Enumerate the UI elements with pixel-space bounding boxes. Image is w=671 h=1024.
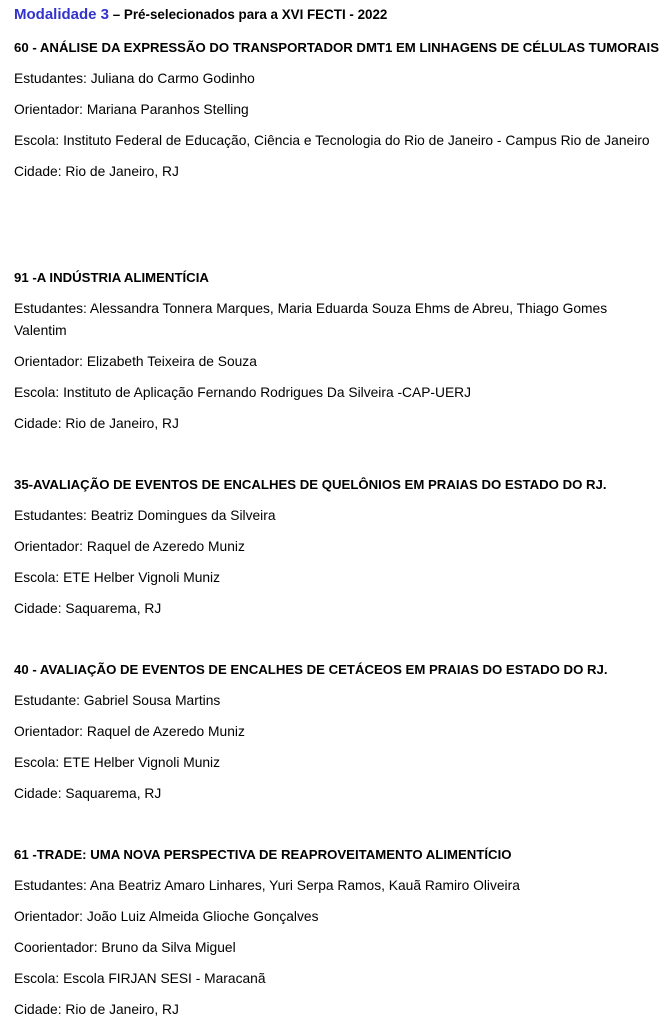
- project-city: Cidade: Rio de Janeiro, RJ: [14, 416, 179, 431]
- project-title: 40 - AVALIAÇÃO DE EVENTOS DE ENCALHES DE CETÁCEOS EM PRAIAS DO ESTADO DO RJ.: [14, 662, 608, 677]
- project-students: Estudantes: Alessandra Tonnera Marques, Maria Eduarda Souza Ehms de Abreu, Thiago Gomes Valentim: [14, 301, 608, 338]
- project-advisor: Orientador: Elizabeth Teixeira de Souza: [14, 354, 257, 369]
- project-city: Cidade: Rio de Janeiro, RJ: [14, 1002, 179, 1017]
- project-school: Escola: Escola FIRJAN SESI - Maracanã: [14, 971, 266, 986]
- project-title: 60 - ANÁLISE DA EXPRESSÃO DO TRANSPORTADOR DMT1 EM LINHAGENS DE CÉLULAS TUMORAIS: [14, 40, 660, 55]
- project-coadvisor: Coorientador: Bruno da Silva Miguel: [14, 940, 236, 955]
- heading-subtitle: – Pré-selecionados para a XVI FECTI - 2022: [109, 7, 388, 22]
- project-entry-35: [14, 474, 659, 620]
- project-advisor: Orientador: João Luiz Almeida Glioche Gonçalves: [14, 909, 319, 924]
- project-school: Escola: ETE Helber Vignoli Muniz: [14, 570, 221, 585]
- project-entry-61: [14, 844, 659, 1021]
- project-city: Cidade: Rio de Janeiro, RJ: [14, 164, 179, 179]
- project-entry-40: [14, 659, 659, 805]
- project-students: Estudantes: Beatriz Domingues da Silveira: [14, 508, 276, 523]
- project-students: Estudantes: Ana Beatriz Amaro Linhares, Yuri Serpa Ramos, Kauã Ramiro Oliveira: [14, 878, 520, 893]
- project-city: Cidade: Saquarema, RJ: [14, 601, 162, 616]
- project-advisor: Orientador: Raquel de Azeredo Muniz: [14, 539, 245, 554]
- project-school: Escola: Instituto de Aplicação Fernando Rodrigues Da Silveira -CAP-UERJ: [14, 385, 472, 400]
- project-students: Estudantes: Juliana do Carmo Godinho: [14, 71, 255, 86]
- project-title: 61 -TRADE: UMA NOVA PERSPECTIVA DE REAPROVEITAMENTO ALIMENTÍCIO: [14, 847, 512, 862]
- modalidade-label: Modalidade 3: [14, 6, 110, 23]
- project-city: Cidade: Saquarema, RJ: [14, 786, 162, 801]
- project-school: Escola: Instituto Federal de Educação, Ciência e Tecnologia do Rio de Janeiro - Campus Rio de Janeiro: [14, 133, 650, 148]
- project-school: Escola: ETE Helber Vignoli Muniz: [14, 755, 221, 770]
- project-advisor: Orientador: Raquel de Azeredo Muniz: [14, 724, 245, 739]
- project-advisor: Orientador: Mariana Paranhos Stelling: [14, 102, 249, 117]
- project-title: 35-AVALIAÇÃO DE EVENTOS DE ENCALHES DE QUELÔNIOS EM PRAIAS DO ESTADO DO RJ.: [14, 477, 607, 492]
- page-heading: [14, 6, 387, 23]
- project-entry-91: [14, 267, 659, 435]
- project-title: 91 -A INDÚSTRIA ALIMENTÍCIA: [14, 270, 209, 285]
- project-entry-60: [14, 37, 659, 183]
- project-students: Estudante: Gabriel Sousa Martins: [14, 693, 221, 708]
